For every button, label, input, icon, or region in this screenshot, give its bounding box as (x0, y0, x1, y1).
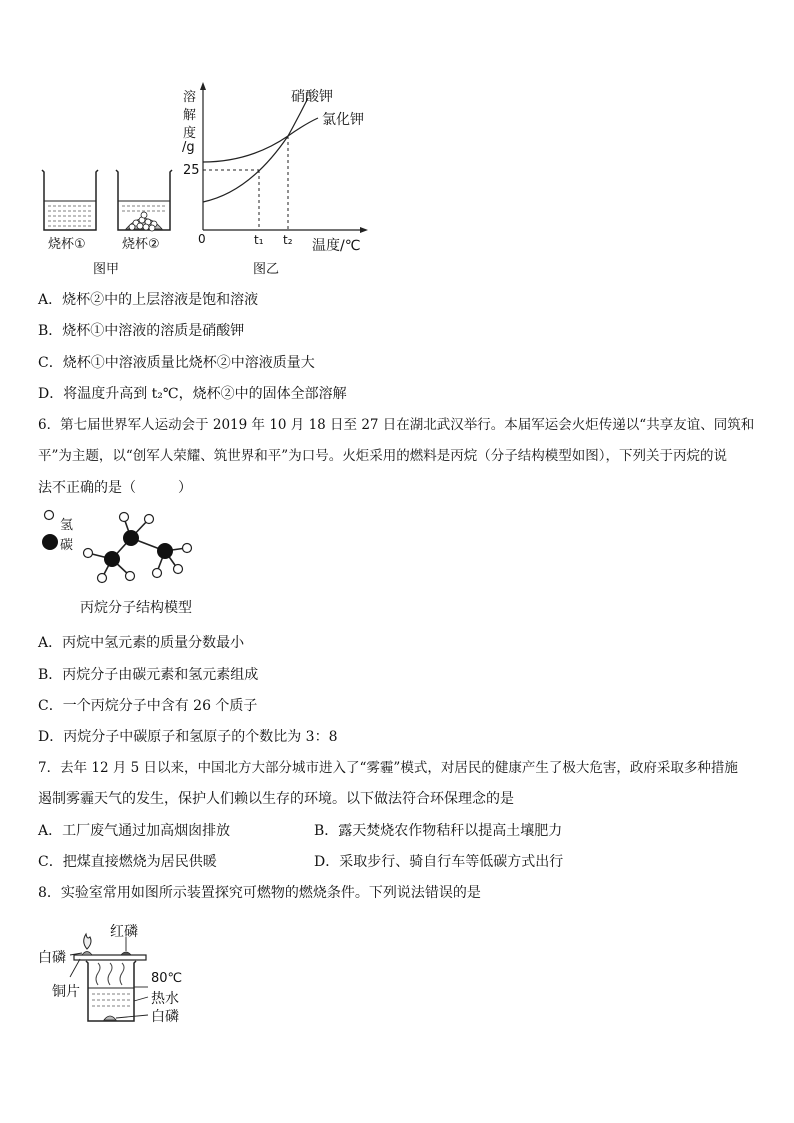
hydrogen-atom (84, 549, 93, 558)
figure-a-caption: 图甲 (93, 262, 120, 277)
q7-option-d: D．采取步行、骑自行车等低碳方式出行 (314, 854, 564, 870)
hydrogen-atom (120, 513, 129, 522)
legend-carbon-label: 碳 (60, 538, 74, 553)
q5-option-c: C．烧杯①中溶液质量比烧杯②中溶液质量大 (38, 355, 315, 371)
label-kcl: 氯化钾 (322, 112, 364, 128)
q6-option-d: D．丙烷分子中碳原子和氢原子的个数比为 3：8 (38, 729, 338, 745)
y-axis-label-4: /g (182, 140, 195, 155)
x-tick-t1: t₁ (254, 233, 264, 247)
origin-label: 0 (198, 232, 206, 246)
figure-b-caption: 图乙 (253, 262, 280, 277)
q5-option-b: B．烧杯①中溶液的溶质是硝酸钾 (38, 323, 245, 339)
q5-option-a: A．烧杯②中的上层溶液是饱和溶液 (38, 292, 259, 308)
white-phosphorus-bottom (104, 1016, 116, 1020)
y-tick-25: 25 (183, 163, 200, 178)
curve-kcl (203, 118, 318, 162)
copper-plate (74, 955, 146, 960)
carbon-atom (157, 543, 173, 559)
red-phosphorus (121, 952, 131, 955)
q6-option-c: C．一个丙烷分子中含有 26 个质子 (38, 698, 258, 714)
q6-option-a: A．丙烷中氢元素的质量分数最小 (38, 635, 245, 651)
hydrogen-atom (183, 544, 192, 553)
label-kno3: 硝酸钾 (291, 89, 333, 105)
label-white-phosphorus-bottom: 白磷 (151, 1009, 179, 1025)
water-beaker (86, 961, 136, 1021)
x-tick-t2: t₂ (283, 233, 293, 247)
q6-stem-line1: 6．第七届世界军人运动会于 2019 年 10 月 18 日至 27 日在湖北武汉举行。本届军运会火炬传递以“共享友谊、同筑和 (38, 417, 755, 433)
propane-model-caption: 丙烷分子结构模型 (80, 600, 192, 616)
q6-option-b: B．丙烷分子由碳元素和氢元素组成 (38, 667, 259, 683)
y-axis-label-3: 度 (183, 126, 197, 141)
solubility-graph (180, 80, 380, 255)
legend-carbon-icon (42, 534, 58, 550)
label-white-phosphorus-top: 白磷 (38, 950, 66, 966)
white-phosphorus-top (82, 952, 92, 956)
hydrogen-atom (145, 515, 154, 524)
legend-hydrogen-label: 氢 (60, 518, 74, 533)
hydrogen-atom (126, 572, 135, 581)
beaker-2-label: 烧杯② (122, 237, 160, 252)
q6-stem-line2: 平”为主题，以“创军人荣耀、筑世界和平”为口号。火炬采用的燃料是丙烷（分子结构模型如图），下列关于丙烷的说 (38, 448, 727, 464)
carbon-atom (104, 551, 120, 567)
label-red-phosphorus: 红磷 (110, 924, 138, 940)
y-axis-label-2: 解 (183, 108, 197, 123)
label-hot-water: 热水 (151, 991, 179, 1007)
hydrogen-atom (174, 565, 183, 574)
undissolved-solid (126, 212, 162, 231)
beaker-2 (116, 170, 172, 231)
q7-stem-line2: 遏制雾霾天气的发生，保护人们赖以生存的环境。以下做法符合环保理念的是 (38, 791, 514, 807)
q6-stem-line3: 法不正确的是（ ） (38, 480, 192, 496)
flame-icon (84, 934, 91, 949)
x-axis-label: 温度/℃ (312, 238, 361, 254)
curve-kno3 (203, 98, 308, 202)
y-axis-label-1: 溶 (183, 90, 197, 105)
q7-stem-line1: 7．去年 12 月 5 日以来，中国北方大部分城市进入了“雾霾”模式，对居民的健康产生了极大危害，政府采取多种措施 (38, 760, 738, 776)
beaker-1-label: 烧杯① (48, 237, 86, 252)
hydrogen-atom (153, 569, 162, 578)
label-temperature: 80℃ (151, 971, 183, 986)
carbon-atom (123, 530, 139, 546)
label-copper-plate: 铜片 (52, 984, 80, 1000)
q7-option-a: A．工厂废气通过加高烟囱排放 (38, 823, 231, 839)
q5-option-d: D．将温度升高到 t₂℃，烧杯②中的固体全部溶解 (38, 386, 347, 402)
legend-hydrogen-icon (45, 511, 54, 520)
hydrogen-atom (98, 574, 107, 583)
q8-stem: 8．实验室常用如图所示装置探究可燃物的燃烧条件。下列说法错误的是 (38, 885, 481, 901)
q7-option-c: C．把煤直接燃烧为居民供暖 (38, 854, 217, 870)
q7-option-b: B．露天焚烧农作物秸秆以提高土壤肥力 (314, 823, 563, 839)
beaker-1 (42, 170, 98, 230)
